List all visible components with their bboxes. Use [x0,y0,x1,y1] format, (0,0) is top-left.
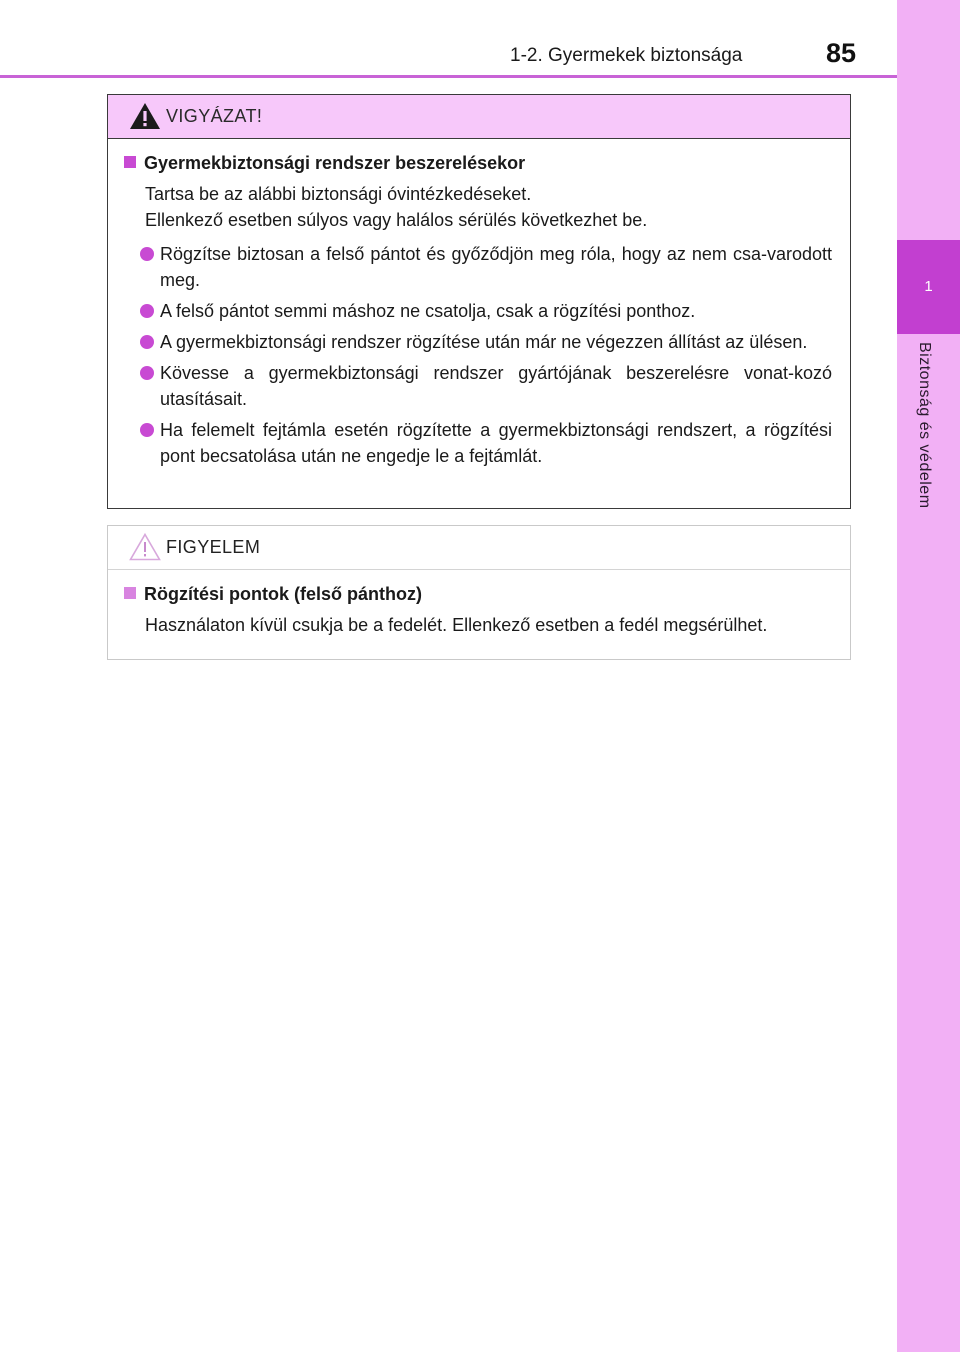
chapter-label: Biztonság és védelem [916,342,933,509]
warning-box-header [108,95,850,139]
warning-intro-line: Ellenkező esetben súlyos vagy halálos sérülés következhet be. [145,210,648,230]
list-item: A gyermekbiztonsági rendszer rögzítése után már ne végezzen állítást az ülésen. [130,329,832,355]
circle-bullet-icon [140,366,154,380]
circle-bullet-icon [140,423,154,437]
list-item: Ha felemelt fejtámla esetén rögzítette a gyermekbiztonsági rendszert, a rögzítési pont becsatolása után ne engedje le a fejtámlát. [130,417,832,469]
notice-text: Használaton kívül csukja be a fedelét. Ellenkező esetben a fedél megsérülhet. [145,615,768,635]
warning-label: VIGYÁZAT! [166,106,263,126]
list-item: Rögzítse biztosan a felső pántot és győződjön meg róla, hogy az nem csa-varodott meg. [130,241,832,293]
notice-box [107,525,851,660]
header-title: 1-2. Gyermekek biztonsága [510,45,743,66]
warning-bullet-list [130,241,832,469]
list-item: A felső pántot semmi máshoz ne csatolja, csak a rögzítési ponthoz. [130,298,832,324]
caution-triangle-icon [128,532,162,562]
notice-box-header [108,526,850,570]
warning-intro [130,181,832,233]
side-tab [897,0,960,1352]
page-number: 85 [826,38,857,68]
warning-intro-line: Tartsa be az alábbi biztonsági óvintézkedéseket. [145,184,532,204]
chapter-number: 1 [897,240,960,334]
warning-triangle-icon [128,101,162,131]
square-bullet-icon [124,587,136,599]
notice-section [130,584,832,638]
warning-section [130,153,832,474]
circle-bullet-icon [140,304,154,318]
notice-section-title: Rögzítési pontok (felső pánthoz) [130,584,832,608]
circle-bullet-icon [140,335,154,349]
warning-box [107,94,851,509]
square-bullet-icon [124,156,136,168]
notice-label: FIGYELEM [166,537,261,557]
list-item: Kövesse a gyermekbiztonsági rendszer gyártójának beszerelésre vonat-kozó utasításait. [130,360,832,412]
warning-section-title: Gyermekbiztonsági rendszer beszerelésekor [130,153,832,177]
circle-bullet-icon [140,247,154,261]
header-rule [0,75,897,78]
